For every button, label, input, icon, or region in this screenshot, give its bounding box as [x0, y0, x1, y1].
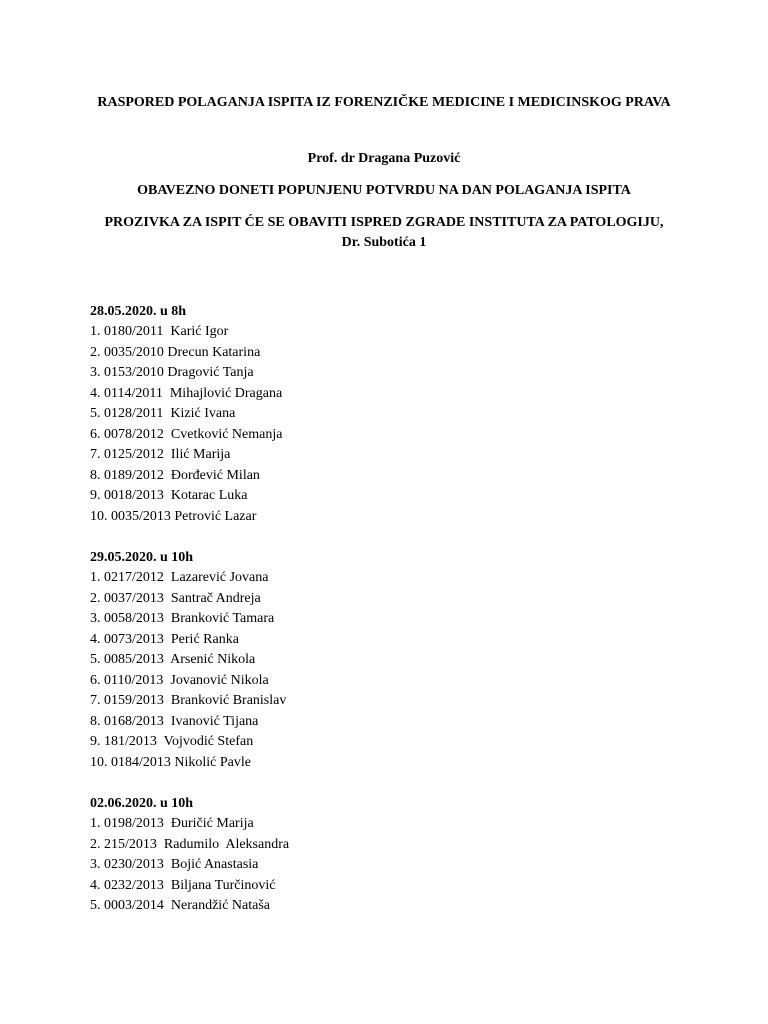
student-entry: 3. 0153/2010 Dragović Tanja: [90, 365, 254, 380]
confirmation-notice: OBAVEZNO DONETI POPUNJENU POTVRDU NA DAN POLAGANJA ISPITA: [137, 183, 631, 198]
student-entry: 3. 0058/2013 Branković Tamara: [90, 611, 275, 626]
student-entry: 2. 215/2013 Radumilo Aleksandra: [90, 836, 290, 852]
student-entry: 4. 0232/2013 Biljana Turčinović: [90, 877, 276, 893]
student-entry: 6. 0110/2013 Jovanović Nikola: [90, 672, 269, 688]
student-entry: 1. 0198/2013 Đuričić Marija: [90, 816, 254, 831]
student-entry: 2. 0037/2013 Santrač Andreja: [90, 590, 261, 606]
student-entry: 9. 0018/2013 Kotarac Luka: [90, 488, 248, 503]
student-entry: 4. 0114/2011 Mihajlović Dragana: [90, 385, 283, 401]
student-entry: 3. 0230/2013 Bojić Anastasia: [90, 857, 259, 872]
student-list: [90, 322, 650, 527]
exam-session-1: [90, 302, 650, 527]
student-entry: 7. 0159/2013 Branković Branislav: [90, 693, 287, 708]
document-title: RASPORED POLAGANJA ISPITA IZ FORENZIČKE MEDICINE I MEDICINSKOG PRAVA: [97, 95, 671, 110]
student-entry: 10. 0035/2013 Petrović Lazar: [90, 508, 257, 524]
session-date: 02.06.2020. u 10h: [90, 796, 194, 811]
student-entry: 6. 0078/2012 Cvetković Nemanja: [90, 426, 283, 442]
session-date: 28.05.2020. u 8h: [90, 304, 187, 319]
student-entry: 7. 0125/2012 Ilić Marija: [90, 447, 231, 462]
student-entry: 8. 0189/2012 Đorđević Milan: [90, 467, 260, 483]
student-entry: 1. 0217/2012 Lazarević Jovana: [90, 570, 269, 585]
student-entry: 4. 0073/2013 Perić Ranka: [90, 631, 239, 647]
student-entry: 8. 0168/2013 Ivanović Tijana: [90, 713, 259, 729]
student-entry: 1. 0180/2011 Karić Igor: [90, 324, 229, 339]
student-entry: 9. 181/2013 Vojvodić Stefan: [90, 734, 254, 749]
student-list: [90, 814, 650, 917]
exam-session-3: [90, 794, 650, 917]
student-list: [90, 568, 650, 773]
student-entry: 5. 0128/2011 Kizić Ivana: [90, 406, 236, 421]
session-date: 29.05.2020. u 10h: [90, 550, 194, 565]
student-entry: 10. 0184/2013 Nikolić Pavle: [90, 754, 251, 770]
student-entry: 5. 0003/2014 Nerandžić Nataša: [90, 898, 270, 913]
roll-call-location: PROZIVKA ZA ISPIT ĆE SE OBAVITI ISPRED ZGRADE INSTITUTA ZA PATOLOGIJU, Dr. Subotića 1: [104, 215, 664, 250]
student-entry: 2. 0035/2010 Drecun Katarina: [90, 344, 261, 360]
professor-name: Prof. dr Dragana Puzović: [307, 151, 461, 166]
exam-session-2: [90, 548, 650, 773]
student-entry: 5. 0085/2013 Arsenić Nikola: [90, 652, 256, 667]
